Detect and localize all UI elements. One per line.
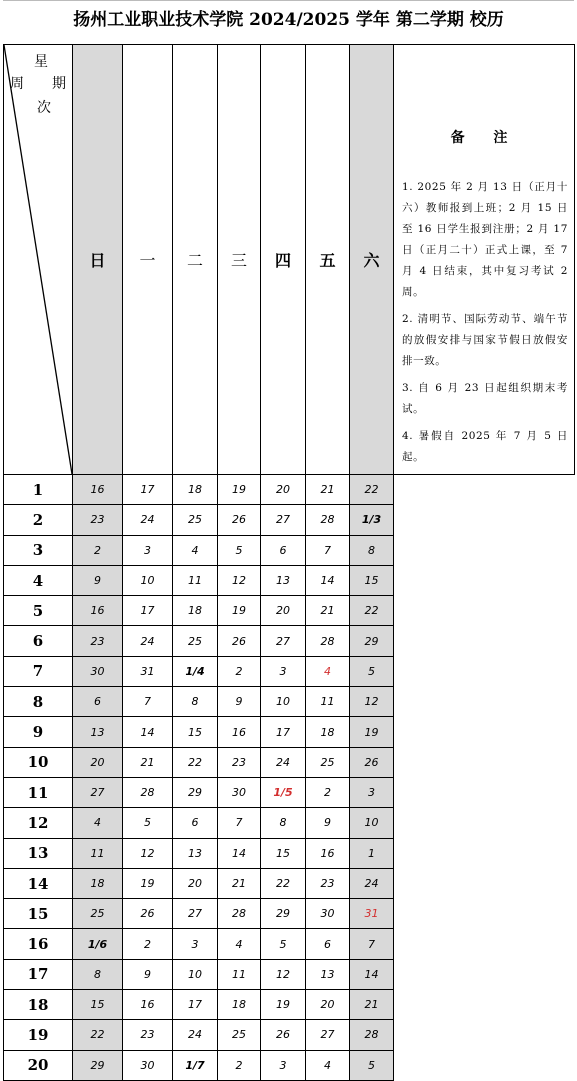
- corner-ci-label: 次: [37, 100, 51, 116]
- date-cell: 6: [73, 687, 123, 717]
- date-cell: 17: [261, 717, 306, 747]
- date-cell: 9: [218, 687, 261, 717]
- date-cell: 19: [218, 596, 261, 626]
- calendar-table: [3, 44, 575, 1081]
- week-number: 10: [4, 747, 73, 777]
- date-cell: 25: [173, 626, 218, 656]
- date-cell: 4: [73, 808, 123, 838]
- date-cell: 8: [261, 808, 306, 838]
- date-cell: 4: [306, 1050, 350, 1080]
- date-cell: 16: [218, 717, 261, 747]
- date-cell: 3: [173, 929, 218, 959]
- header-thu: 四: [261, 45, 306, 475]
- table-row: [4, 959, 575, 989]
- date-cell: 30: [306, 899, 350, 929]
- date-cell: 28: [350, 1020, 394, 1050]
- header-fri: 五: [306, 45, 350, 475]
- date-cell: 26: [123, 899, 173, 929]
- date-cell: 20: [73, 747, 123, 777]
- date-cell: 17: [123, 596, 173, 626]
- date-cell: 17: [123, 475, 173, 505]
- date-cell: 18: [173, 475, 218, 505]
- date-cell: 26: [261, 1020, 306, 1050]
- week-number: 8: [4, 687, 73, 717]
- note-item: 3. 自 6 月 23 日起组织期末考试。: [402, 382, 568, 415]
- date-cell: 25: [218, 1020, 261, 1050]
- week-number: 4: [4, 565, 73, 595]
- date-cell: 31: [123, 656, 173, 686]
- date-cell: 14: [306, 565, 350, 595]
- date-cell: 27: [173, 899, 218, 929]
- date-cell: 31: [350, 899, 394, 929]
- date-cell: 27: [73, 777, 123, 807]
- date-cell: 5: [261, 929, 306, 959]
- date-cell: 12: [261, 959, 306, 989]
- corner-period-label: 期: [52, 76, 66, 92]
- date-cell: 20: [173, 868, 218, 898]
- table-row: [4, 505, 575, 535]
- date-cell: 17: [173, 990, 218, 1020]
- date-cell: 4: [306, 656, 350, 686]
- table-row: [4, 535, 575, 565]
- date-cell: 3: [123, 535, 173, 565]
- week-number: 13: [4, 838, 73, 868]
- date-cell: 28: [218, 899, 261, 929]
- date-cell: 22: [261, 868, 306, 898]
- date-cell: 9: [123, 959, 173, 989]
- table-row: [4, 475, 575, 505]
- date-cell: 16: [306, 838, 350, 868]
- date-cell: 13: [261, 565, 306, 595]
- date-cell: 18: [218, 990, 261, 1020]
- date-cell: 2: [73, 535, 123, 565]
- date-cell: 5: [350, 1050, 394, 1080]
- date-cell: 5: [218, 535, 261, 565]
- notes-title: 备 注: [450, 130, 520, 146]
- date-cell: 13: [306, 959, 350, 989]
- header-wed: 三: [218, 45, 261, 475]
- note-item: 1. 2025 年 2 月 13 日（正月十六）教师报到上班；2 月 15 日至 16 日学生报到注册；2 月 17 日（正月二十）正式上课，至 7 月 4 日结束，其中复习考试 2 周。: [402, 181, 568, 298]
- date-cell: 14: [218, 838, 261, 868]
- week-number: 5: [4, 596, 73, 626]
- date-cell: 1/7: [173, 1050, 218, 1080]
- date-cell: 27: [261, 626, 306, 656]
- week-number: 7: [4, 656, 73, 686]
- header-tue: 二: [173, 45, 218, 475]
- table-row: [4, 687, 575, 717]
- table-row: [4, 838, 575, 868]
- date-cell: 7: [350, 929, 394, 959]
- table-row: [4, 868, 575, 898]
- date-cell: 23: [306, 868, 350, 898]
- date-cell: 19: [218, 475, 261, 505]
- table-row: [4, 717, 575, 747]
- date-cell: 23: [73, 505, 123, 535]
- header-sat: 六: [350, 45, 394, 475]
- week-number: 9: [4, 717, 73, 747]
- table-row: [4, 656, 575, 686]
- date-cell: 22: [350, 596, 394, 626]
- table-row: [4, 747, 575, 777]
- header-mon: 一: [123, 45, 173, 475]
- date-cell: 21: [218, 868, 261, 898]
- date-cell: 20: [306, 990, 350, 1020]
- date-cell: 29: [261, 899, 306, 929]
- date-cell: 24: [123, 505, 173, 535]
- date-cell: 9: [306, 808, 350, 838]
- date-cell: 26: [218, 626, 261, 656]
- date-cell: 25: [306, 747, 350, 777]
- week-number: 20: [4, 1050, 73, 1080]
- date-cell: 6: [306, 929, 350, 959]
- date-cell: 15: [173, 717, 218, 747]
- date-cell: 1/6: [73, 929, 123, 959]
- date-cell: 27: [261, 505, 306, 535]
- table-row: [4, 777, 575, 807]
- date-cell: 22: [73, 1020, 123, 1050]
- week-number: 3: [4, 535, 73, 565]
- date-cell: 28: [306, 505, 350, 535]
- date-cell: 2: [218, 656, 261, 686]
- date-cell: 21: [306, 475, 350, 505]
- date-cell: 10: [123, 565, 173, 595]
- date-cell: 20: [261, 596, 306, 626]
- date-cell: 18: [73, 868, 123, 898]
- week-number: 17: [4, 959, 73, 989]
- date-cell: 24: [173, 1020, 218, 1050]
- date-cell: 7: [123, 687, 173, 717]
- date-cell: 28: [123, 777, 173, 807]
- date-cell: 10: [261, 687, 306, 717]
- date-cell: 30: [73, 656, 123, 686]
- date-cell: 15: [73, 990, 123, 1020]
- corner-week-label: 周: [10, 76, 24, 92]
- date-cell: 20: [261, 475, 306, 505]
- table-row: [4, 899, 575, 929]
- date-cell: 26: [350, 747, 394, 777]
- note-item: 4. 暑假自 2025 年 7 月 5 日起。: [402, 430, 568, 463]
- date-cell: 30: [218, 777, 261, 807]
- date-cell: 10: [350, 808, 394, 838]
- notes-panel: [394, 45, 575, 475]
- table-row: [4, 626, 575, 656]
- table-row: [4, 929, 575, 959]
- table-row: [4, 808, 575, 838]
- date-cell: 19: [261, 990, 306, 1020]
- date-cell: 26: [218, 505, 261, 535]
- calendar-body: [4, 475, 575, 1081]
- date-cell: 28: [306, 626, 350, 656]
- date-cell: 12: [218, 565, 261, 595]
- date-cell: 13: [173, 838, 218, 868]
- date-cell: 11: [218, 959, 261, 989]
- date-cell: 16: [73, 596, 123, 626]
- date-cell: 25: [73, 899, 123, 929]
- date-cell: 4: [218, 929, 261, 959]
- table-row: [4, 1020, 575, 1050]
- week-number: 15: [4, 899, 73, 929]
- date-cell: 2: [306, 777, 350, 807]
- week-number: 11: [4, 777, 73, 807]
- date-cell: 23: [218, 747, 261, 777]
- date-cell: 22: [173, 747, 218, 777]
- date-cell: 3: [350, 777, 394, 807]
- corner-star-label: 星: [34, 54, 48, 70]
- date-cell: 8: [173, 687, 218, 717]
- date-cell: 8: [350, 535, 394, 565]
- date-cell: 19: [123, 868, 173, 898]
- date-cell: 8: [73, 959, 123, 989]
- date-cell: 4: [173, 535, 218, 565]
- date-cell: 18: [306, 717, 350, 747]
- table-row: [4, 990, 575, 1020]
- week-number: 6: [4, 626, 73, 656]
- date-cell: 11: [306, 687, 350, 717]
- date-cell: 16: [73, 475, 123, 505]
- date-cell: 29: [173, 777, 218, 807]
- week-number: 12: [4, 808, 73, 838]
- table-row: [4, 565, 575, 595]
- date-cell: 3: [261, 656, 306, 686]
- date-cell: 7: [218, 808, 261, 838]
- date-cell: 23: [123, 1020, 173, 1050]
- table-row: [4, 1050, 575, 1080]
- date-cell: 21: [350, 990, 394, 1020]
- date-cell: 18: [173, 596, 218, 626]
- date-cell: 6: [173, 808, 218, 838]
- date-cell: 27: [306, 1020, 350, 1050]
- date-cell: 11: [173, 565, 218, 595]
- page-title: 扬州工业职业技术学院 2024/2025 学年 第二学期 校历: [73, 10, 504, 30]
- date-cell: 29: [73, 1050, 123, 1080]
- date-cell: 29: [350, 626, 394, 656]
- date-cell: 9: [73, 565, 123, 595]
- date-cell: 21: [306, 596, 350, 626]
- header-row: [4, 45, 575, 475]
- date-cell: 6: [261, 535, 306, 565]
- corner-cell: [4, 45, 73, 475]
- date-cell: 13: [73, 717, 123, 747]
- date-cell: 7: [306, 535, 350, 565]
- date-cell: 23: [73, 626, 123, 656]
- date-cell: 12: [350, 687, 394, 717]
- week-number: 16: [4, 929, 73, 959]
- week-number: 14: [4, 868, 73, 898]
- week-number: 19: [4, 1020, 73, 1050]
- week-number: 18: [4, 990, 73, 1020]
- date-cell: 21: [123, 747, 173, 777]
- table-row: [4, 596, 575, 626]
- date-cell: 24: [350, 868, 394, 898]
- note-item: 2. 清明节、国际劳动节、端午节的放假安排与国家节假日放假安排一致。: [402, 313, 568, 367]
- date-cell: 3: [261, 1050, 306, 1080]
- date-cell: 15: [350, 565, 394, 595]
- top-rule: [3, 0, 574, 1]
- date-cell: 12: [123, 838, 173, 868]
- date-cell: 30: [123, 1050, 173, 1080]
- date-cell: 16: [123, 990, 173, 1020]
- date-cell: 2: [218, 1050, 261, 1080]
- week-number: 1: [4, 475, 73, 505]
- date-cell: 25: [173, 505, 218, 535]
- week-number: 2: [4, 505, 73, 535]
- date-cell: 24: [123, 626, 173, 656]
- date-cell: 14: [350, 959, 394, 989]
- date-cell: 5: [350, 656, 394, 686]
- date-cell: 1/5: [261, 777, 306, 807]
- date-cell: 14: [123, 717, 173, 747]
- date-cell: 10: [173, 959, 218, 989]
- date-cell: 15: [261, 838, 306, 868]
- date-cell: 5: [123, 808, 173, 838]
- date-cell: 19: [350, 717, 394, 747]
- date-cell: 2: [123, 929, 173, 959]
- date-cell: 11: [73, 838, 123, 868]
- date-cell: 1: [350, 838, 394, 868]
- date-cell: 1/3: [350, 505, 394, 535]
- date-cell: 22: [350, 475, 394, 505]
- date-cell: 1/4: [173, 656, 218, 686]
- header-sun: 日: [73, 45, 123, 475]
- date-cell: 24: [261, 747, 306, 777]
